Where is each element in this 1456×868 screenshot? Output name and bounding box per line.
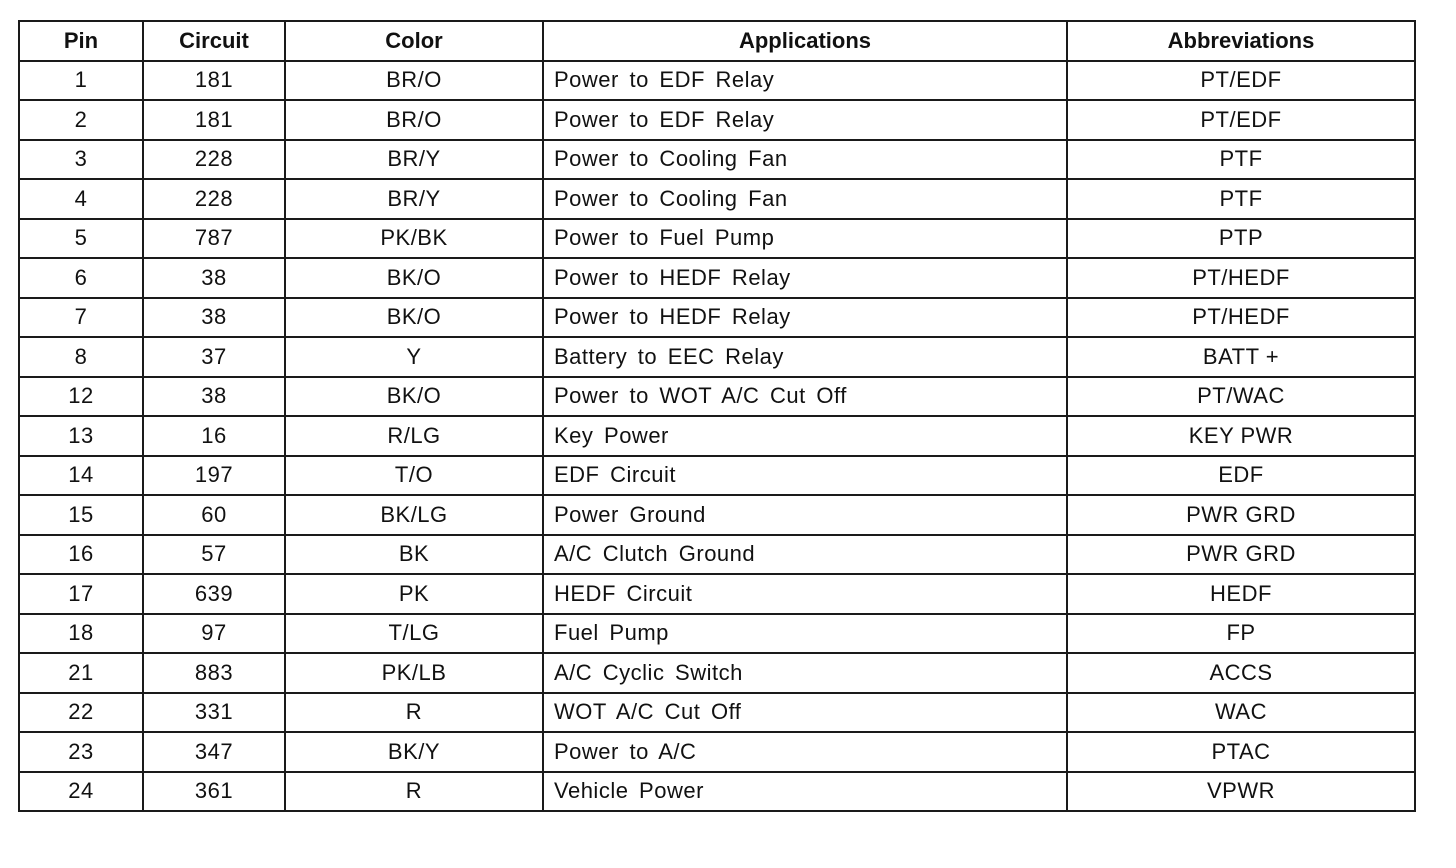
cell-circuit: 37: [143, 337, 285, 377]
cell-circuit: 228: [143, 140, 285, 180]
cell-pin: 17: [19, 574, 143, 614]
cell-abbreviation: VPWR: [1067, 772, 1415, 812]
cell-pin: 5: [19, 219, 143, 259]
cell-color: BK/O: [285, 298, 543, 338]
table-row: [19, 693, 1415, 733]
cell-circuit: 361: [143, 772, 285, 812]
cell-pin: 15: [19, 495, 143, 535]
cell-application: A/C Cyclic Switch: [543, 653, 1067, 693]
cell-application: Fuel Pump: [543, 614, 1067, 654]
cell-circuit: 181: [143, 61, 285, 101]
cell-application: Power to Fuel Pump: [543, 219, 1067, 259]
cell-circuit: 787: [143, 219, 285, 259]
cell-circuit: 16: [143, 416, 285, 456]
cell-circuit: 38: [143, 377, 285, 417]
cell-pin: 4: [19, 179, 143, 219]
cell-circuit: 60: [143, 495, 285, 535]
cell-color: BR/Y: [285, 179, 543, 219]
cell-pin: 3: [19, 140, 143, 180]
table-row: [19, 258, 1415, 298]
cell-color: T/O: [285, 456, 543, 496]
cell-abbreviation: HEDF: [1067, 574, 1415, 614]
cell-pin: 2: [19, 100, 143, 140]
cell-color: BK/Y: [285, 732, 543, 772]
cell-abbreviation: WAC: [1067, 693, 1415, 733]
cell-pin: 13: [19, 416, 143, 456]
cell-abbreviation: PT/HEDF: [1067, 258, 1415, 298]
cell-pin: 21: [19, 653, 143, 693]
cell-pin: 6: [19, 258, 143, 298]
table-row: [19, 298, 1415, 338]
cell-color: BR/O: [285, 100, 543, 140]
cell-abbreviation: PT/EDF: [1067, 100, 1415, 140]
table-row: [19, 377, 1415, 417]
cell-circuit: 181: [143, 100, 285, 140]
cell-application: Power to EDF Relay: [543, 100, 1067, 140]
cell-application: HEDF Circuit: [543, 574, 1067, 614]
cell-abbreviation: PTF: [1067, 140, 1415, 180]
cell-pin: 14: [19, 456, 143, 496]
table-row: [19, 574, 1415, 614]
cell-pin: 12: [19, 377, 143, 417]
cell-abbreviation: BATT +: [1067, 337, 1415, 377]
cell-circuit: 639: [143, 574, 285, 614]
cell-pin: 16: [19, 535, 143, 575]
table-row: [19, 732, 1415, 772]
cell-application: WOT A/C Cut Off: [543, 693, 1067, 733]
cell-application: Vehicle Power: [543, 772, 1067, 812]
cell-pin: 1: [19, 61, 143, 101]
cell-color: R: [285, 693, 543, 733]
cell-abbreviation: PT/EDF: [1067, 61, 1415, 101]
cell-color: PK: [285, 574, 543, 614]
cell-abbreviation: ACCS: [1067, 653, 1415, 693]
cell-application: Battery to EEC Relay: [543, 337, 1067, 377]
cell-application: Power to EDF Relay: [543, 61, 1067, 101]
cell-pin: 22: [19, 693, 143, 733]
table-row: [19, 100, 1415, 140]
cell-circuit: 331: [143, 693, 285, 733]
table-row: [19, 337, 1415, 377]
cell-pin: 23: [19, 732, 143, 772]
table-row: [19, 495, 1415, 535]
cell-pin: 7: [19, 298, 143, 338]
cell-abbreviation: EDF: [1067, 456, 1415, 496]
cell-application: A/C Clutch Ground: [543, 535, 1067, 575]
cell-application: Power to HEDF Relay: [543, 258, 1067, 298]
cell-application: Power to A/C: [543, 732, 1067, 772]
cell-color: BK: [285, 535, 543, 575]
cell-application: Power to Cooling Fan: [543, 179, 1067, 219]
table-body: [19, 61, 1415, 812]
header-applications: Applications: [543, 21, 1067, 61]
table-row: [19, 535, 1415, 575]
cell-abbreviation: FP: [1067, 614, 1415, 654]
table-row: [19, 614, 1415, 654]
cell-circuit: 57: [143, 535, 285, 575]
cell-circuit: 97: [143, 614, 285, 654]
table-row: [19, 219, 1415, 259]
table-row: [19, 416, 1415, 456]
cell-circuit: 38: [143, 258, 285, 298]
cell-color: BK/O: [285, 258, 543, 298]
cell-color: R: [285, 772, 543, 812]
header-pin: Pin: [19, 21, 143, 61]
header-color: Color: [285, 21, 543, 61]
header-circuit: Circuit: [143, 21, 285, 61]
cell-application: Power to HEDF Relay: [543, 298, 1067, 338]
cell-color: BR/O: [285, 61, 543, 101]
cell-color: BK/O: [285, 377, 543, 417]
cell-abbreviation: PTP: [1067, 219, 1415, 259]
cell-circuit: 38: [143, 298, 285, 338]
table-header: [19, 21, 1415, 61]
cell-abbreviation: PT/WAC: [1067, 377, 1415, 417]
header-row: [19, 21, 1415, 61]
table-row: [19, 179, 1415, 219]
cell-abbreviation: PT/HEDF: [1067, 298, 1415, 338]
cell-application: EDF Circuit: [543, 456, 1067, 496]
cell-circuit: 883: [143, 653, 285, 693]
cell-circuit: 228: [143, 179, 285, 219]
cell-color: Y: [285, 337, 543, 377]
cell-color: R/LG: [285, 416, 543, 456]
pin-table: [18, 20, 1416, 812]
table-row: [19, 772, 1415, 812]
cell-application: Key Power: [543, 416, 1067, 456]
table-row: [19, 140, 1415, 180]
cell-abbreviation: PTAC: [1067, 732, 1415, 772]
cell-circuit: 197: [143, 456, 285, 496]
cell-application: Power Ground: [543, 495, 1067, 535]
cell-color: PK/LB: [285, 653, 543, 693]
cell-abbreviation: KEY PWR: [1067, 416, 1415, 456]
cell-application: Power to Cooling Fan: [543, 140, 1067, 180]
cell-abbreviation: PTF: [1067, 179, 1415, 219]
cell-abbreviation: PWR GRD: [1067, 495, 1415, 535]
cell-pin: 8: [19, 337, 143, 377]
cell-application: Power to WOT A/C Cut Off: [543, 377, 1067, 417]
cell-pin: 18: [19, 614, 143, 654]
cell-abbreviation: PWR GRD: [1067, 535, 1415, 575]
cell-pin: 24: [19, 772, 143, 812]
cell-color: BK/LG: [285, 495, 543, 535]
table-row: [19, 61, 1415, 101]
table-row: [19, 653, 1415, 693]
cell-color: PK/BK: [285, 219, 543, 259]
cell-circuit: 347: [143, 732, 285, 772]
cell-color: BR/Y: [285, 140, 543, 180]
table-row: [19, 456, 1415, 496]
header-abbreviations: Abbreviations: [1067, 21, 1415, 61]
cell-color: T/LG: [285, 614, 543, 654]
